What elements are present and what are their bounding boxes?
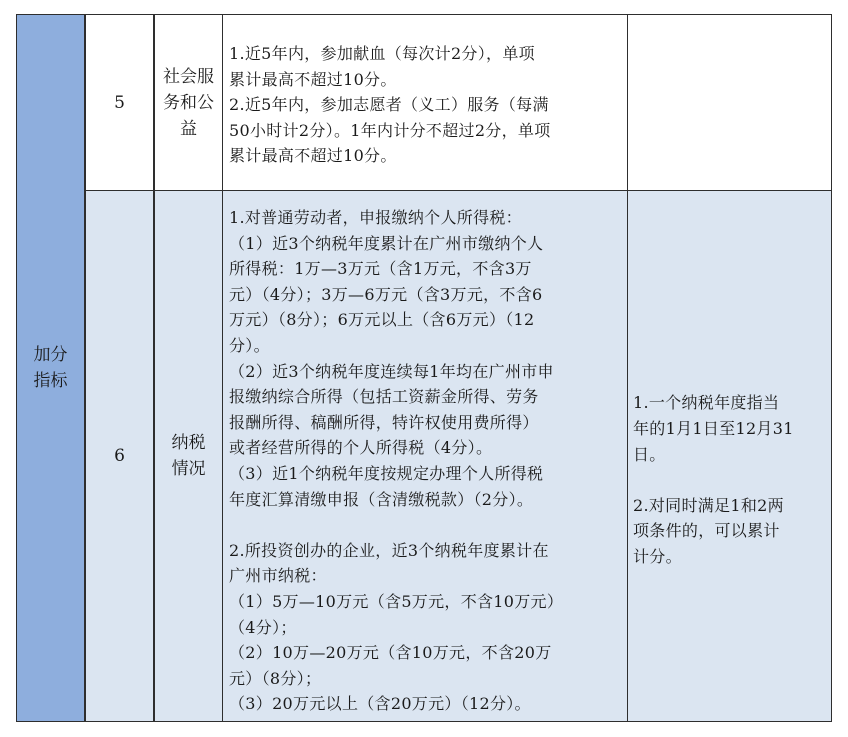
- text-line: 日。: [633, 444, 666, 464]
- text-line: 50小时计2分）。1年内计分不超过2分，单项: [229, 120, 551, 140]
- item-name: 纳税 情况: [171, 433, 206, 479]
- text-line: 项条件的，可以累计: [633, 521, 780, 541]
- text-line: （3）近1个纳税年度按规定办理个人所得税: [229, 463, 544, 483]
- text-line: 年度汇算清缴申报（含清缴税款）（2分）。: [229, 489, 534, 509]
- text-line: 所得税：1万—3万元（含1万元，不含3万: [229, 259, 532, 279]
- text-line: 分）。: [229, 335, 270, 355]
- text-line: 元）（8分）；: [229, 668, 322, 688]
- row-number: 6: [114, 446, 125, 466]
- text-line: 广州市纳税：: [229, 566, 327, 586]
- text-line: （1）5万—10万元（含5万元，不含10万元）: [229, 591, 564, 611]
- text-line: （2）10万—20万元（含10万元，不含20万: [229, 643, 552, 663]
- note-text: [628, 342, 794, 569]
- text-line: 年的1月1日至12月31: [633, 419, 794, 439]
- text-line: [229, 512, 563, 538]
- text-line: （3）20万元以上（含20万元）（12分）。: [229, 694, 531, 714]
- row-number: 5: [114, 92, 125, 113]
- text-line: （4分）；: [229, 617, 297, 637]
- text-line: 万元）（8分）；6万元以上（含6万元）（12: [229, 310, 535, 330]
- category-cell: [16, 14, 85, 722]
- text-line: 元）（4分）；3万—6万元（含3万元，不含6: [229, 284, 543, 304]
- text-line: 1.一个纳税年度指当: [633, 393, 780, 413]
- text-line: [633, 467, 794, 493]
- row-6-number-cell: [85, 190, 154, 722]
- text-line: 累计最高不超过10分。: [229, 146, 397, 166]
- text-line: 或者经营所得的个人所得税（4分）。: [229, 438, 493, 458]
- text-line: 2.对同时满足1和2两: [633, 495, 784, 515]
- row-6-note-cell: [627, 190, 832, 722]
- row-5-note-cell: [627, 14, 832, 191]
- description-text: [223, 15, 551, 169]
- text-line: 累计最高不超过10分。: [229, 69, 397, 89]
- description-text: [223, 191, 563, 717]
- row-5-description-cell: [222, 14, 628, 191]
- row-6-item-cell: [154, 190, 223, 722]
- text-line: 1.近5年内，参加献血（每次计2分），单项: [229, 44, 535, 63]
- item-name: 社会服 务和公 益: [163, 66, 214, 139]
- text-line: 2.所投资创办的企业，近3个纳税年度累计在: [229, 540, 549, 560]
- row-5-number-cell: [85, 14, 154, 191]
- text-line: 计分。: [633, 546, 682, 566]
- text-line: 报缴纳综合所得（包括工资薪金所得、劳务: [229, 387, 539, 407]
- text-line: （2）近3个纳税年度连续每1年均在广州市申: [229, 361, 554, 381]
- text-line: 1.对普通劳动者，申报缴纳个人所得税：: [229, 208, 522, 227]
- text-line: 报酬所得、稿酬所得，特许权使用费所得）: [229, 412, 539, 432]
- row-6-description-cell: [222, 190, 628, 722]
- row-5-item-cell: [154, 14, 223, 191]
- text-line: 2.近5年内，参加志愿者（义工）服务（每满: [229, 95, 549, 115]
- category-label: 加分 指标: [33, 345, 68, 391]
- text-line: （1）近3个纳税年度累计在广州市缴纳个人: [229, 233, 544, 253]
